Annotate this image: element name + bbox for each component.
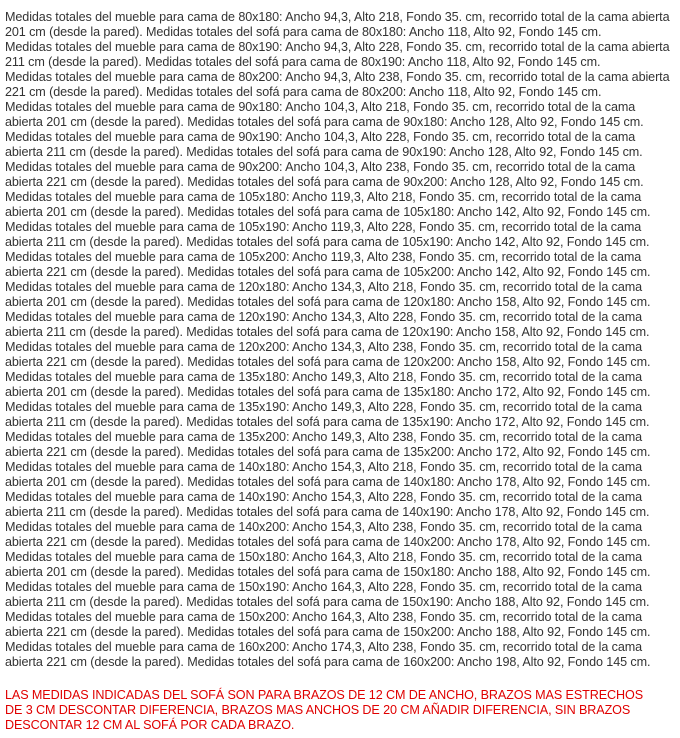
measurement-line: abierta 201 cm (desde la pared). Medidas totales del sofá para cama de 150x180: Ancho 188, Alto 92, Fondo 145 cm. xyxy=(5,565,651,579)
warning-line: DESCONTAR 12 CM AL SOFÁ POR CADA BRAZO. xyxy=(5,718,295,732)
measurement-line: Medidas totales del mueble para cama de 150x200: Ancho 164,3, Alto 238, Fondo 35. cm, recorrido total de la cama xyxy=(5,610,643,624)
measurement-line: abierta 221 cm (desde la pared). Medidas totales del sofá para cama de 105x200: Ancho 142, Alto 92, Fondo 145 cm. xyxy=(5,265,651,279)
measurement-line: 221 cm (desde la pared). Medidas totales del sofá para cama de 80x200: Ancho 118, Alto 92, Fondo 145 cm. xyxy=(5,85,602,99)
measurement-line: Medidas totales del mueble para cama de 135x180: Ancho 149,3, Alto 218, Fondo 35. cm, recorrido total de la cama xyxy=(5,370,643,384)
measurement-line: Medidas totales del mueble para cama de 105x190: Ancho 119,3, Alto 228, Fondo 35. cm, recorrido total de la cama xyxy=(5,220,642,234)
measurement-line: abierta 211 cm (desde la pared). Medidas totales del sofá para cama de 150x190: Ancho 188, Alto 92, Fondo 145 cm. xyxy=(5,595,650,609)
measurement-line: abierta 221 cm (desde la pared). Medidas totales del sofá para cama de 120x200: Ancho 158, Alto 92, Fondo 145 cm. xyxy=(5,355,651,369)
measurement-line: abierta 221 cm (desde la pared). Medidas totales del sofá para cama de 140x200: Ancho 178, Alto 92, Fondo 145 cm. xyxy=(5,535,651,549)
measurement-line: abierta 211 cm (desde la pared). Medidas totales del sofá para cama de 90x190: Ancho 128, Alto 92, Fondo 145 cm. xyxy=(5,145,643,159)
measurement-line: Medidas totales del mueble para cama de 105x180: Ancho 119,3, Alto 218, Fondo 35. cm, recorrido total de la cama xyxy=(5,190,642,204)
measurement-line: Medidas totales del mueble para cama de 80x180: Ancho 94,3, Alto 218, Fondo 35. cm, recorrido total de la cama abierta xyxy=(5,10,670,24)
measurement-line: Medidas totales del mueble para cama de 135x190: Ancho 149,3, Alto 228, Fondo 35. cm, recorrido total de la cama xyxy=(5,400,643,414)
measurement-line: abierta 221 cm (desde la pared). Medidas totales del sofá para cama de 90x200: Ancho 128, Alto 92, Fondo 145 cm. xyxy=(5,175,644,189)
measurement-line: Medidas totales del mueble para cama de 150x190: Ancho 164,3, Alto 228, Fondo 35. cm, recorrido total de la cama xyxy=(5,580,643,594)
measurement-line: abierta 201 cm (desde la pared). Medidas totales del sofá para cama de 135x180: Ancho 172, Alto 92, Fondo 145 cm. xyxy=(5,385,651,399)
measurement-line: abierta 201 cm (desde la pared). Medidas totales del sofá para cama de 140x180: Ancho 178, Alto 92, Fondo 145 cm. xyxy=(5,475,651,489)
measurement-line: Medidas totales del mueble para cama de 140x190: Ancho 154,3, Alto 228, Fondo 35. cm, recorrido total de la cama xyxy=(5,490,643,504)
measurement-line: abierta 221 cm (desde la pared). Medidas totales del sofá para cama de 160x200: Ancho 198, Alto 92, Fondo 145 cm. xyxy=(5,655,651,669)
measurement-line: Medidas totales del mueble para cama de 80x200: Ancho 94,3, Alto 238, Fondo 35. cm, recorrido total de la cama abierta xyxy=(5,70,670,84)
measurement-line: Medidas totales del mueble para cama de 120x190: Ancho 134,3, Alto 228, Fondo 35. cm, recorrido total de la cama xyxy=(5,310,643,324)
measurement-line: Medidas totales del mueble para cama de 150x180: Ancho 164,3, Alto 218, Fondo 35. cm, recorrido total de la cama xyxy=(5,550,643,564)
measurements-section xyxy=(5,10,677,670)
arm-width-warning xyxy=(5,688,677,733)
measurement-line: Medidas totales del mueble para cama de 160x200: Ancho 174,3, Alto 238, Fondo 35. cm, recorrido total de la cama xyxy=(5,640,643,654)
measurement-line: abierta 221 cm (desde la pared). Medidas totales del sofá para cama de 135x200: Ancho 172, Alto 92, Fondo 145 cm. xyxy=(5,445,651,459)
measurement-line: Medidas totales del mueble para cama de 120x200: Ancho 134,3, Alto 238, Fondo 35. cm, recorrido total de la cama xyxy=(5,340,643,354)
measurement-line: Medidas totales del mueble para cama de 140x200: Ancho 154,3, Alto 238, Fondo 35. cm, recorrido total de la cama xyxy=(5,520,643,534)
measurement-line: abierta 211 cm (desde la pared). Medidas totales del sofá para cama de 120x190: Ancho 158, Alto 92, Fondo 145 cm. xyxy=(5,325,650,339)
measurement-line: Medidas totales del mueble para cama de 90x190: Ancho 104,3, Alto 228, Fondo 35. cm, recorrido total de la cama xyxy=(5,130,636,144)
measurement-line: abierta 211 cm (desde la pared). Medidas totales del sofá para cama de 140x190: Ancho 178, Alto 92, Fondo 145 cm. xyxy=(5,505,650,519)
measurement-line: abierta 201 cm (desde la pared). Medidas totales del sofá para cama de 120x180: Ancho 158, Alto 92, Fondo 145 cm. xyxy=(5,295,651,309)
measurement-line: Medidas totales del mueble para cama de 80x190: Ancho 94,3, Alto 228, Fondo 35. cm, recorrido total de la cama abierta xyxy=(5,40,670,54)
warning-line: DE 3 CM DESCONTAR DIFERENCIA, BRAZOS MAS ANCHOS DE 20 CM AÑADIR DIFERENCIA, SIN BRAZOS xyxy=(5,703,631,717)
warning-line: LAS MEDIDAS INDICADAS DEL SOFÁ SON PARA BRAZOS DE 12 CM DE ANCHO, BRAZOS MAS ESTRECHOS xyxy=(5,688,644,702)
measurement-line: abierta 211 cm (desde la pared). Medidas totales del sofá para cama de 105x190: Ancho 142, Alto 92, Fondo 145 cm. xyxy=(5,235,650,249)
measurement-line: abierta 201 cm (desde la pared). Medidas totales del sofá para cama de 90x180: Ancho 128, Alto 92, Fondo 145 cm. xyxy=(5,115,644,129)
measurement-line: 201 cm (desde la pared). Medidas totales del sofá para cama de 80x180: Ancho 118, Alto 92, Fondo 145 cm. xyxy=(5,25,602,39)
measurement-line: Medidas totales del mueble para cama de 120x180: Ancho 134,3, Alto 218, Fondo 35. cm, recorrido total de la cama xyxy=(5,280,643,294)
measurement-line: Medidas totales del mueble para cama de 90x180: Ancho 104,3, Alto 218, Fondo 35. cm, recorrido total de la cama xyxy=(5,100,636,114)
measurement-line: Medidas totales del mueble para cama de 135x200: Ancho 149,3, Alto 238, Fondo 35. cm, recorrido total de la cama xyxy=(5,430,643,444)
measurement-line: 211 cm (desde la pared). Medidas totales del sofá para cama de 80x190: Ancho 118, Alto 92, Fondo 145 cm. xyxy=(5,55,601,69)
measurement-line: Medidas totales del mueble para cama de 105x200: Ancho 119,3, Alto 238, Fondo 35. cm, recorrido total de la cama xyxy=(5,250,642,264)
measurement-line: abierta 211 cm (desde la pared). Medidas totales del sofá para cama de 135x190: Ancho 172, Alto 92, Fondo 145 cm. xyxy=(5,415,650,429)
measurement-line: Medidas totales del mueble para cama de 140x180: Ancho 154,3, Alto 218, Fondo 35. cm, recorrido total de la cama xyxy=(5,460,643,474)
measurements-list xyxy=(5,10,677,670)
measurement-line: abierta 221 cm (desde la pared). Medidas totales del sofá para cama de 150x200: Ancho 188, Alto 92, Fondo 145 cm. xyxy=(5,625,651,639)
measurement-line: Medidas totales del mueble para cama de 90x200: Ancho 104,3, Alto 238, Fondo 35. cm, recorrido total de la cama xyxy=(5,160,636,174)
measurement-line: abierta 201 cm (desde la pared). Medidas totales del sofá para cama de 105x180: Ancho 142, Alto 92, Fondo 145 cm. xyxy=(5,205,651,219)
